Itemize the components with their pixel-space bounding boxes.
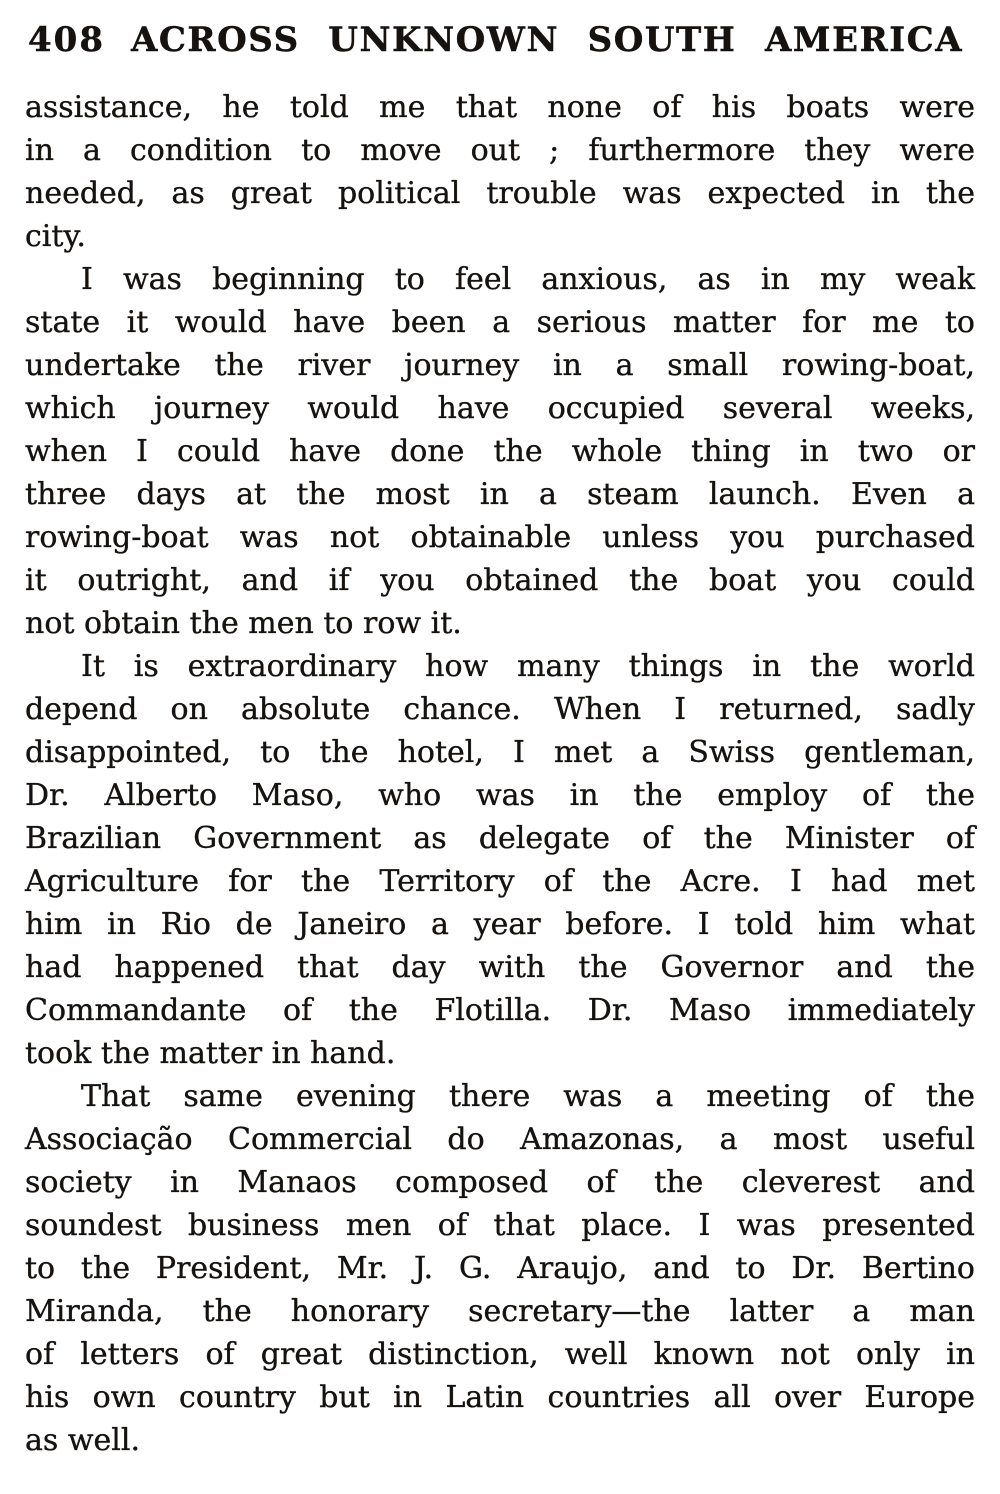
text-line: society in Manaos composed of the cleverest and: [25, 1165, 975, 1200]
text-line: Agriculture for the Territory of the Acre. I had met: [25, 864, 975, 899]
text-line: in a condition to move out ; furthermore they were: [25, 133, 975, 168]
text-line: when I could have done the whole thing in two or: [25, 434, 975, 469]
text-line: depend on absolute chance. When I returned, sadly: [25, 692, 975, 727]
text-line: his own country but in Latin countries all over Europe: [25, 1380, 975, 1415]
text-line: it outright, and if you obtained the boat you could: [25, 563, 975, 598]
text-line: assistance, he told me that none of his boats were: [25, 90, 975, 125]
text-line: not obtain the men to row it.: [25, 606, 462, 641]
page-header: [28, 20, 972, 60]
text-line: rowing-boat was not obtainable unless you purchased: [25, 520, 975, 555]
text-line: which journey would have occupied several weeks,: [25, 391, 975, 426]
text-line: took the matter in hand.: [25, 1036, 396, 1071]
text-line: him in Rio de Janeiro a year before. I told him what: [25, 907, 975, 942]
text-line: soundest business men of that place. I was presented: [25, 1208, 975, 1243]
text-line: Associação Commercial do Amazonas, a most useful: [25, 1122, 975, 1157]
text-line: Brazilian Government as delegate of the Minister of: [25, 821, 975, 856]
text-line: three days at the most in a steam launch. Even a: [25, 477, 975, 512]
page-body: [25, 86, 975, 1462]
text-line: Miranda, the honorary secretary—the latter a man: [25, 1294, 975, 1329]
text-line: It is extraordinary how many things in the world: [81, 649, 975, 684]
text-line: That same evening there was a meeting of the: [81, 1079, 975, 1114]
text-line: of letters of great distinction, well known not only in: [25, 1337, 975, 1372]
text-line: Dr. Alberto Maso, who was in the employ of the: [25, 778, 975, 813]
text-line: state it would have been a serious matter for me to: [25, 305, 975, 340]
text-line: needed, as great political trouble was expected in the: [25, 176, 975, 211]
running-title: ACROSS UNKNOWN SOUTH AMERICA: [130, 20, 964, 60]
page-number: 408: [28, 20, 105, 60]
text-line: disappointed, to the hotel, I met a Swiss gentleman,: [25, 735, 975, 770]
text-line: city.: [25, 219, 86, 254]
text-line: I was beginning to feel anxious, as in my weak: [81, 262, 975, 297]
text-line: to the President, Mr. J. G. Araujo, and to Dr. Bertino: [25, 1251, 975, 1286]
text-line: had happened that day with the Governor and the: [25, 950, 975, 985]
text-line: undertake the river journey in a small rowing-boat,: [25, 348, 975, 383]
text-line: as well.: [25, 1423, 140, 1458]
text-line: Commandante of the Flotilla. Dr. Maso immediately: [25, 993, 975, 1028]
